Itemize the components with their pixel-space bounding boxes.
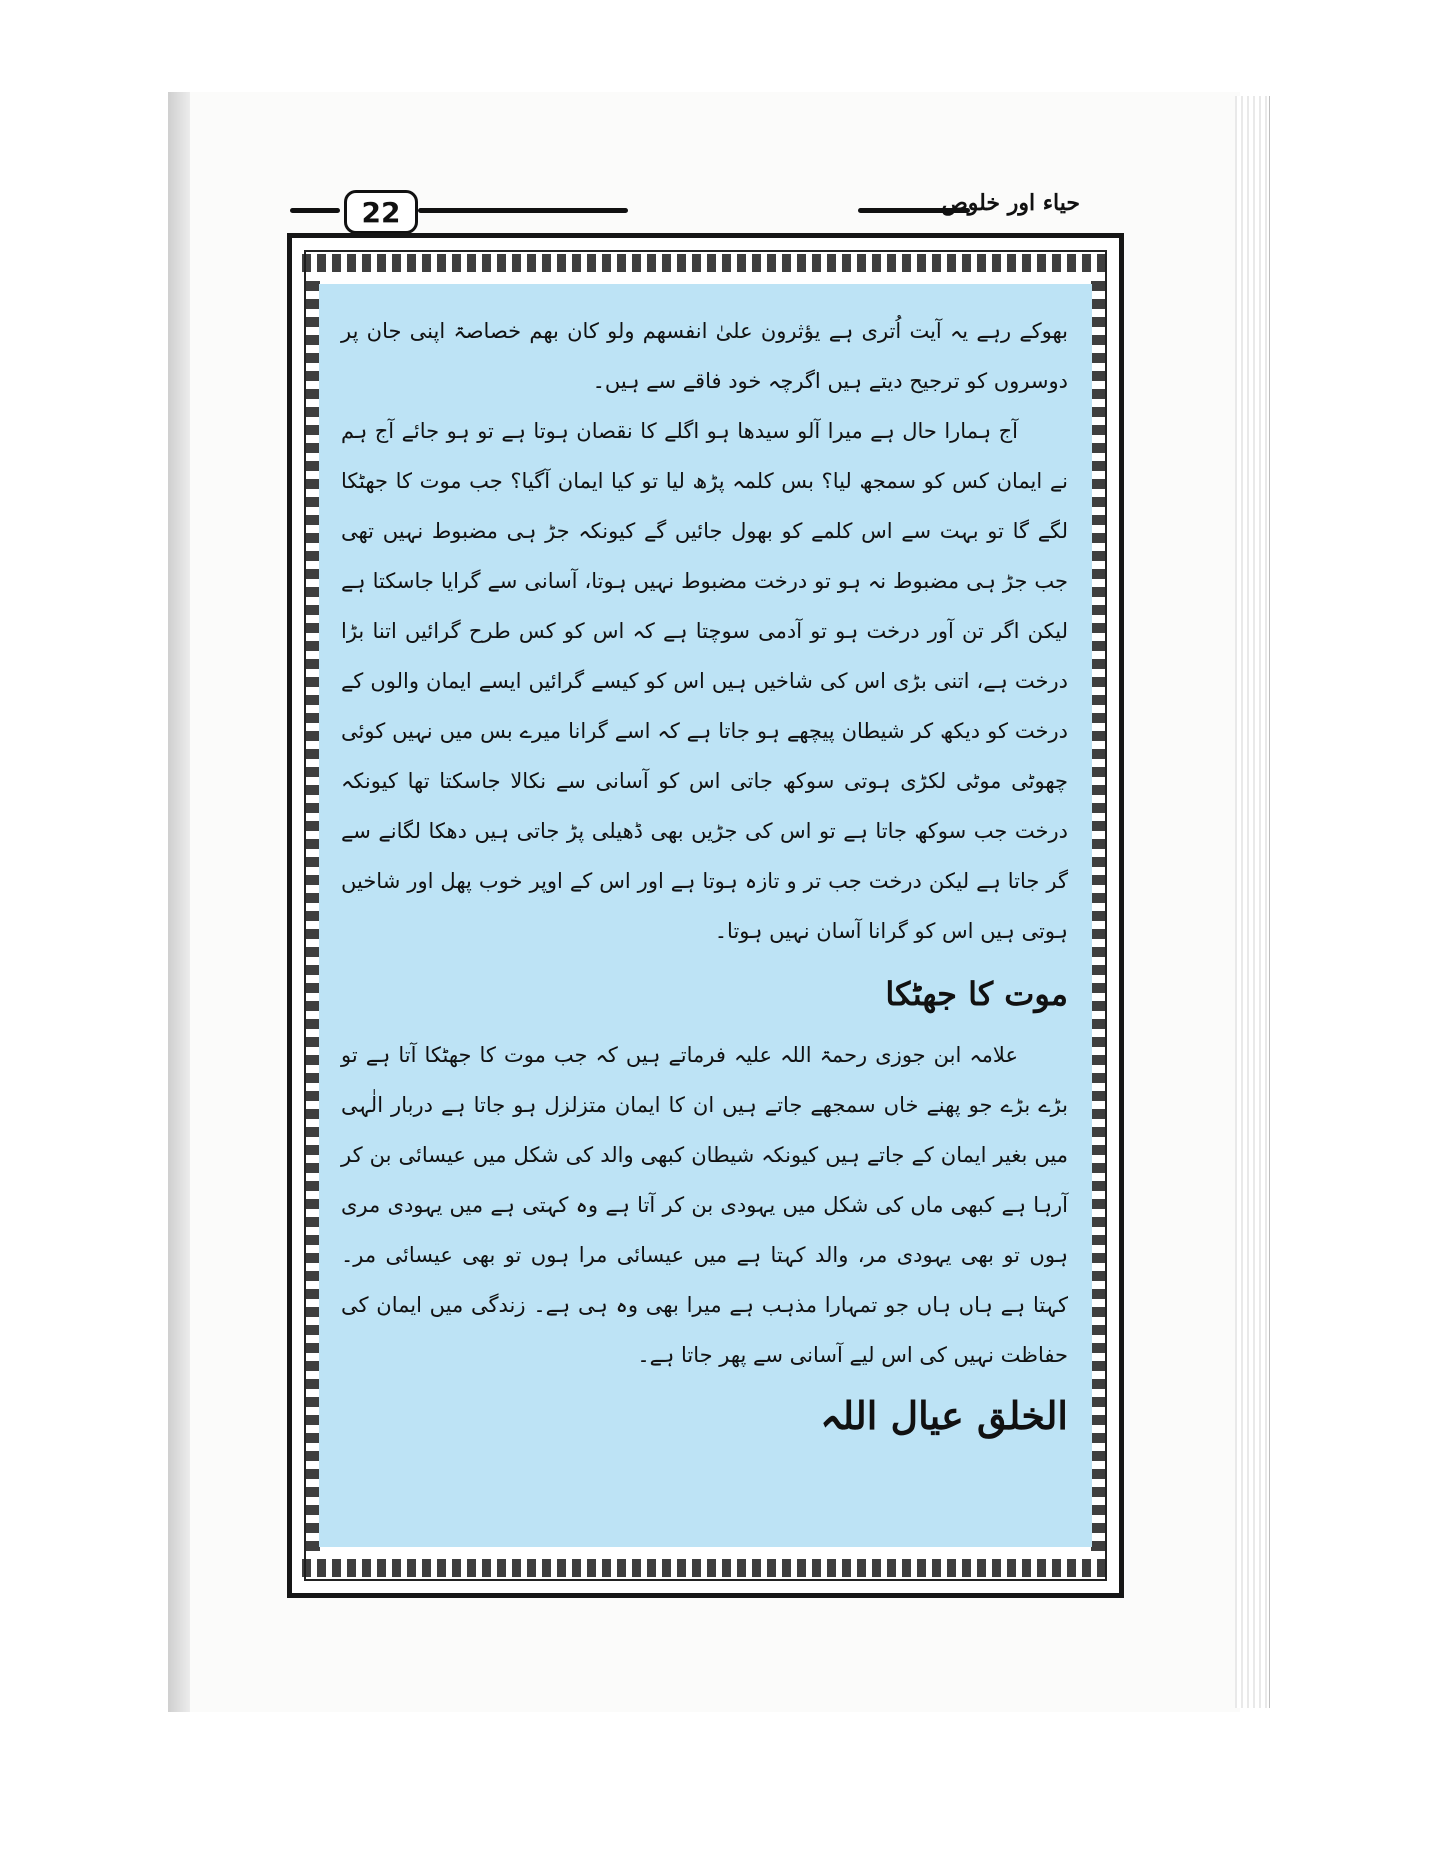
page-edges [1235,96,1270,1708]
running-title: حیاء اور خلوص [941,190,1080,216]
page-number: 22 [344,190,418,234]
paragraph-2: آج ہمارا حال ہے میرا آلو سیدھا ہو اگلے کا نقصان ہوتا ہے تو ہو جائے آج ہم نے ایمان کس کو سمجھ لیا؟ بس کلمہ پڑھ لیا تو کیا ایمان آگیا؟ جب موت کا جھٹکا لگے گا تو بہت سے اس کلمے کو بھول جائیں گے کیونکہ جڑ ہی مضبوط نہیں تھی جب جڑ ہی مضبوط نہ ہو تو درخت مضبوط نہیں ہوتا، آسانی سے گرایا جاسکتا ہے لیکن اگر تن آور درخت ہو تو آدمی سوچتا ہے کہ اس کو کس طرح گرائیں اتنا بڑا درخت ہے، اتنی بڑی اس کی شاخیں ہیں اس کو کیسے گرائیں ایسے ایمان والوں کے درخت کو دیکھ کر شیطان پیچھے ہو جاتا ہے کہ اسے گرانا میرے بس میں نہیں کوئی چھوٹی موٹی لکڑی ہوتی سوکھ جاتی اس کو آسانی سے نکالا جاسکتا تھا کیونکہ درخت جب سوکھ جاتا ہے تو اس کی جڑیں بھی ڈھیلی پڑ جاتی ہیں دھکا لگانے سے گر جاتا ہے لیکن درخت جب تر و تازہ ہوتا ہے اور اس کے اوپر خوب پھل اور شاخیں ہوتی ہیں اس کو گرانا آسان نہیں ہوتا۔ [341,419,1068,943]
scan-shadow [168,92,192,1712]
header-rule-left [290,208,340,213]
section-heading: موت کا جھٹکا [885,975,1068,1013]
ornament-band-right [1091,280,1105,1551]
header-rule-middle [418,208,628,213]
text-panel [319,284,1092,1547]
ornament-band-top [302,254,1109,272]
page-header [290,190,1120,230]
paragraph-3: علامہ ابن جوزی رحمۃ اللہ علیہ فرماتے ہیں کہ جب موت کا جھٹکا آتا ہے تو بڑے بڑے جو پھنے خاں سمجھے جاتے ہیں ان کا ایمان متزلزل ہو جاتا ہے دربار الٰہی میں بغیر ایمان کے جاتے ہیں کیونکہ شیطان کبھی والد کی شکل میں عیسائی بن کر آرہا ہے کبھی ماں کی شکل میں یہودی بن کر آتا ہے وہ کہتی ہے میں یہودی مری ہوں تو بھی یہودی مر، والد کہتا ہے میں عیسائی مرا ہوں تو بھی عیسائی مر۔ کہتا ہے ہاں ہاں جو تمہارا مذہب ہے میرا بھی وہ ہی ہے۔ زندگی میں ایمان کی حفاظت نہیں کی اس لیے آسانی سے پھر جاتا ہے۔ [341,1043,1068,1367]
closing-heading: الخلق عیال اللہ [820,1393,1068,1438]
ornament-band-left [306,280,320,1551]
ornamental-frame [287,233,1124,1598]
ornament-band-bottom [302,1559,1109,1577]
paragraph-1: بھوکے رہے یہ آیت اُتری ہے یؤثرون علیٰ انفسھم ولو کان بھم خصاصۃ اپنی جان پر دوسروں کو ترجیح دیتے ہیں اگرچہ خود فاقے سے ہیں۔ [341,319,1068,393]
